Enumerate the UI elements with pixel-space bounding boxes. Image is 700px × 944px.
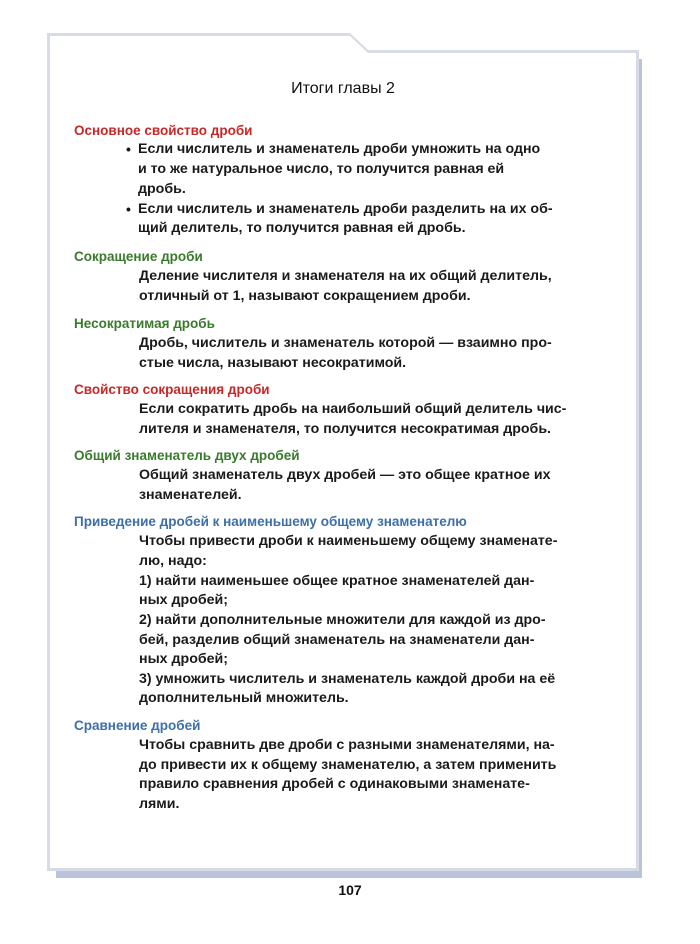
- text-line: щий делитель, то получится равная ей дробь.: [138, 220, 466, 236]
- text-line: и то же натуральное число, то получится равная ей: [138, 161, 505, 177]
- text-line: Если числитель и знаменатель дроби разделить на их об-: [138, 201, 553, 217]
- section-heading-comparison: Сравнение дробей: [74, 718, 201, 733]
- section-heading-irreducible: Несократимая дробь: [74, 316, 215, 331]
- text-line: правило сравнения дробей с одинаковыми знаменате-: [139, 776, 530, 792]
- page-number: 107: [338, 882, 362, 898]
- text-line: лю, надо:: [139, 553, 207, 569]
- text-line: отличный от 1, называют сокращением дроби.: [139, 288, 471, 304]
- section-heading-basic-property: Основное свойство дроби: [74, 123, 253, 138]
- section-heading-reduction: Сокращение дроби: [74, 249, 203, 264]
- text-line: знаменателей.: [139, 487, 242, 503]
- text-line: 3) умножить числитель и знаменатель каждой дроби на её: [139, 671, 556, 687]
- text-line: до привести их к общему знаменателю, а затем применить: [139, 757, 557, 773]
- text-line: бей, разделив общий знаменатель на знаменатели дан-: [139, 632, 535, 648]
- text-line: 1) найти наименьшее общее кратное знаменателей дан-: [139, 573, 535, 589]
- text-line: лями.: [139, 796, 180, 812]
- text-line: Деление числителя и знаменателя на их общий делитель,: [139, 268, 552, 284]
- text-line: ных дробей;: [139, 592, 228, 608]
- text-line: дополнительный множитель.: [139, 690, 349, 706]
- bullet-marker: •: [126, 201, 131, 217]
- text-line: ных дробей;: [139, 651, 228, 667]
- section-heading-common-denominator: Общий знаменатель двух дробей: [74, 448, 300, 463]
- text-line: лителя и знаменателя, то получится несократимая дробь.: [139, 421, 551, 437]
- text-line: Дробь, числитель и знаменатель которой — взаимно про-: [139, 335, 552, 351]
- text-line: Чтобы сравнить две дроби с разными знаменателями, на-: [139, 737, 555, 753]
- text-line: Если сократить дробь на наибольший общий делитель чис-: [139, 401, 567, 417]
- text-line: Чтобы привести дроби к наименьшему общему знаменате-: [139, 533, 558, 549]
- chapter-summary-title: Итоги главы 2: [291, 80, 395, 97]
- text-line: Если числитель и знаменатель дроби умножить на одно: [138, 141, 541, 157]
- text-line: Общий знаменатель двух дробей — это общее кратное их: [139, 467, 551, 483]
- section-heading-lcd: Приведение дробей к наименьшему общему знаменателю: [74, 514, 467, 529]
- text-line: 2) найти дополнительные множители для каждой из дро-: [139, 612, 546, 628]
- bullet-marker: •: [126, 141, 131, 157]
- text-line: стые числа, называют несократимой.: [139, 355, 407, 371]
- section-heading-reduction-property: Свойство сокращения дроби: [74, 382, 270, 397]
- text-line: дробь.: [138, 181, 186, 197]
